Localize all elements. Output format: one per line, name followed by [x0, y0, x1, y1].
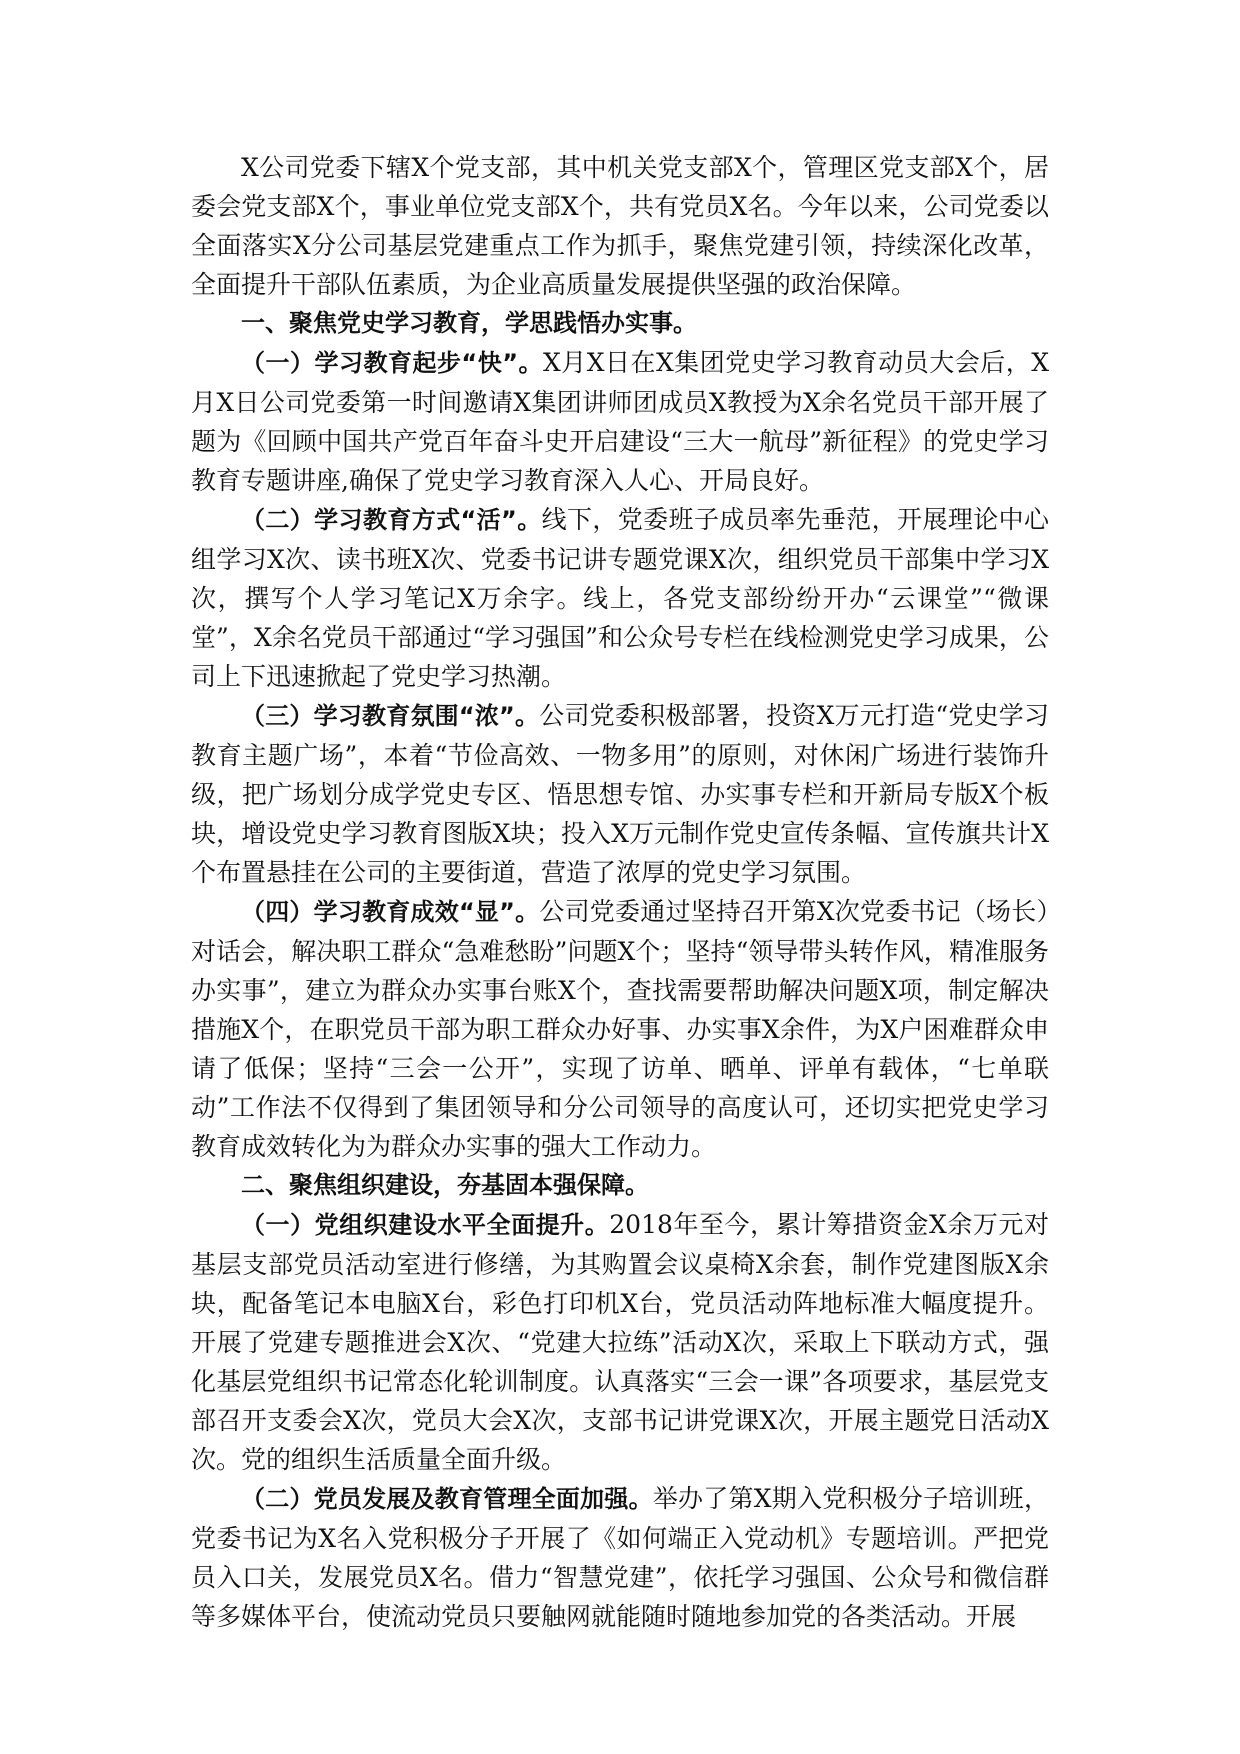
paragraph-text: 公司党委积极部署，投资X万元打造“党史学习教育主题广场”，本着“节俭高效、一物多用”的原则，对休闲广场进行装饰升级，把广场划分成学党史专区、悟思想专馆、办实事专栏和开新局专版X个板块，增设党史学习教育图版X块；投入X万元制作党史宣传条幅、宣传旗共计X个布置悬挂在公司的主要街道，营造了浓厚的党史学习氛围。	[191, 701, 1049, 887]
paragraph-text: 线下，党委班子成员率先垂范，开展理论中心组学习X次、读书班X次、党委书记讲专题党课X次，组织党员干部集中学习X次，撰写个人学习笔记X万余字。线上，各党支部纷纷开办“云课堂”“微课堂”，X余名党员干部通过“学习强国”和公众号专栏在线检测党史学习成果，公司上下迅速掀起了党史学习热潮。	[191, 505, 1049, 691]
section2-heading: 二、聚焦组织建设，夯基固本强保障。	[241, 1171, 649, 1199]
paragraph-lead: （一）党组织建设水平全面提升。	[241, 1211, 610, 1239]
document-page	[191, 148, 1049, 1636]
paragraph-text: 公司党委通过坚持召开第X次党委书记（场长）对话会，解决职工群众“急难愁盼”问题X个；坚持“领导带头转作风，精准服务办实事”，建立为群众办实事台账X个，查找需要帮助解决问题X项，制定解决措施X个，在职党员干部为职工群众办好事、办实事X余件，为X户困难群众申请了低保；坚持“三会一公开”，实现了访单、晒单、评单有载体，“七单联动”工作法不仅得到了集团领导和分公司领导的高度认可，还切实把党史学习教育成效转化为为群众办实事的强大工作动力。	[191, 897, 1049, 1161]
section1-heading: 一、聚焦党史学习教育，学思践悟办实事。	[241, 309, 697, 337]
section2-paragraph-2	[191, 1479, 1049, 1636]
paragraph-lead: （一）学习教育起步“快”。	[241, 349, 543, 377]
section1-paragraph-4	[191, 892, 1049, 1166]
paragraph-text: 2018年至今，累计筹措资金X余万元对基层支部党员活动室进行修缮，为其购置会议桌椅X余套，制作党建图版X余块，配备笔记本电脑X台，彩色打印机X台，党员活动阵地标准大幅度提升。开展了党建专题推进会X次、“党建大拉练”活动X次，采取上下联动方式，强化基层党组织书记常态化轮训制度。认真落实“三会一课”各项要求，基层党支部召开支委会X次，党员大会X次，支部书记讲党课X次，开展主题党日活动X次。党的组织生活质量全面升级。	[191, 1210, 1049, 1474]
paragraph-text: 举办了第X期入党积极分子培训班，党委书记为X名入党积极分子开展了《如何端正入党动机》专题培训。严把党员入口关，发展党员X名。借力“智慧党建”，依托学习强国、公众号和微信群等多媒体平台，使流动党员只要触网就能随时随地参加党的各类活动。开展	[191, 1484, 1049, 1631]
section1-paragraph-3	[191, 696, 1049, 892]
paragraph-lead: （二）学习教育方式“活”。	[241, 506, 542, 534]
intro-paragraph: X公司党委下辖X个党支部，其中机关党支部X个，管理区党支部X个，居委会党支部X个，事业单位党支部X个，共有党员X名。今年以来，公司党委以全面落实X分公司基层党建重点工作为抓手，聚焦党建引领，持续深化改革，全面提升干部队伍素质，为企业高质量发展提供坚强的政治保障。	[191, 153, 1049, 299]
section1-paragraph-1	[191, 343, 1049, 500]
paragraph-text: X月X日在X集团党史学习教育动员大会后，X月X日公司党委第一时间邀请X集团讲师团成员X教授为X余名党员干部开展了题为《回顾中国共产党百年奋斗史开启建设“三大一航母”新征程》的党史学习教育专题讲座,确保了党史学习教育深入人心、开局良好。	[191, 348, 1049, 495]
section1-paragraph-2	[191, 500, 1049, 696]
section2-paragraph-1	[191, 1205, 1049, 1479]
paragraph-lead: （四）学习教育成效“显”。	[241, 898, 540, 926]
paragraph-lead: （三）学习教育氛围“浓”。	[241, 702, 540, 730]
paragraph-lead: （二）党员发展及教育管理全面加强。	[241, 1485, 653, 1513]
